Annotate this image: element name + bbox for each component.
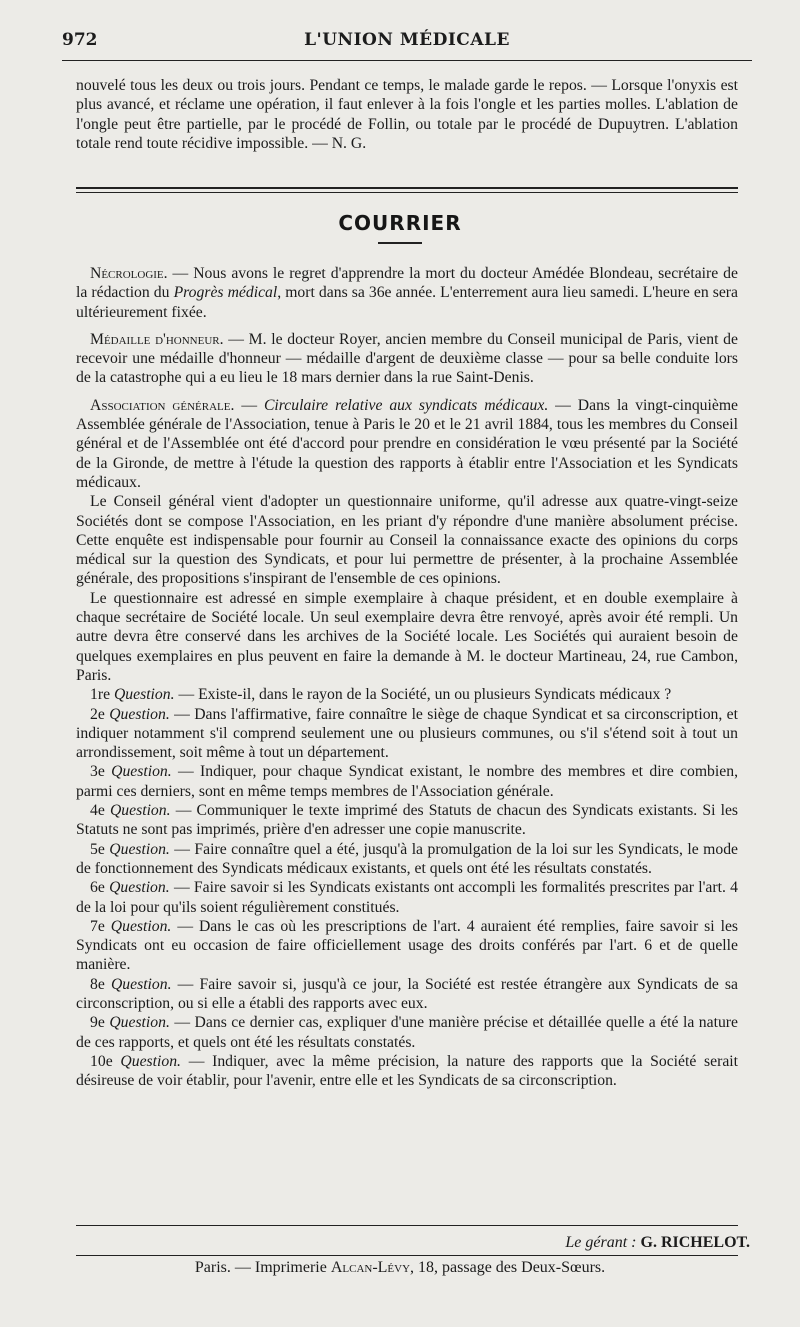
medaille-text: — M. le docteur Royer, ancien membre du Conseil municipal de Paris, vient de recevoir une médaille d'honneur — médaille d'argent de deuxième classe — pour sa belle conduite lors de la catastrophe qui a eu lieu le 18 mars dernier dans la rue Saint-Denis. [76,330,738,387]
intro-paragraph [76,76,738,153]
question-item [76,917,738,975]
question-number: 6e [90,879,105,897]
question-item [76,705,738,763]
question-text: — Dans l'affirmative, faire connaître le siège de chaque Syndicat et sa circonscription, et indiquer notamment s'il comprend seulement une ou plusieurs communes, ou s'il s'étend soit à tout un arrondissement, soit même à tout un département. [76,705,739,762]
question-number: 5e [90,840,105,858]
medaille-label: Médaille d'honneur. [90,330,224,348]
question-item [76,975,738,1014]
intro-text: nouvelé tous les deux ou trois jours. Pendant ce temps, le malade garde le repos. — Lorsque l'onyxis est plus avancé, et réclame une opération, il faut enlever à la fois l'ongle et les parties molles. L'ablation de l'ongle peut être partielle, par le procédé de Follin, ou totale par le procédé de Dupuytren. L'ablation totale rend toute récidive impossible. — N. G. [76,77,738,152]
association-paragraph-2: Le Conseil général vient d'adopter un questionnaire uniforme, qu'il adresse aux quatre-vingt-seize Sociétés dont se compose l'Association, en les priant d'y répondre d'une manière absolument précise. Cette enquête est indispensable pour fournir au Conseil la connaissance exacte des opinions du corps médical sur la question des Syndicats, et pour lui permettre de présenter, à la prochaine Assemblée générale, des propositions s'inspirant de l'ensemble de ces opinions. [76,493,738,588]
question-text: — Existe-il, dans le rayon de la Société, un ou plusieurs Syndicats médicaux ? [174,686,672,704]
association-paragraph-3: Le questionnaire est adressé en simple exemplaire à chaque président, et en double exemplaire à chaque secrétaire de Société locale. Un seul exemplaire devra être renvoyé, après avoir été rempli. Un autre devra être conservé dans les archives de la Société locale. Les Sociétés qui auraient besoin de quelques exemplaires en plus peuvent en faire la demande à M. le docteur Martineau, 24, rue Cambon, Paris. [76,589,738,684]
footer-rule [76,1225,738,1226]
question-item [76,1052,738,1091]
section-double-rule-bottom [76,192,738,193]
question-label: Question. [120,1052,181,1070]
question-label: Question. [113,686,175,704]
question-item [76,878,738,917]
section-title-underline [378,242,422,244]
association-label: Association générale. [90,396,235,414]
question-label: Question. [109,802,171,820]
imprint-text-1: Paris. — Imprimerie [194,1259,331,1276]
question-number: 9e [90,1014,105,1032]
question-number: 8e [90,975,105,993]
question-label: Question. [109,705,170,723]
question-text: — Faire savoir si, jusqu'à ce jour, la Société est restée étrangère aux Syndicats de sa circonscription, ou si elle a établi des rapports avec eux. [76,975,738,1012]
gerant-name: G. RICHELOT. [640,1234,750,1251]
necrologie-paragraph [76,264,738,322]
question-item [76,685,738,704]
gerant-label: Le gérant : [565,1234,637,1251]
imprint-rule [76,1255,738,1256]
question-text: — Dans le cas où les prescriptions de l'art. 4 auraient été remplies, faire savoir si les Syndicats ont eu occasion de faire officiellement usage des droits conférés par l'art. 6 et de quelle manière. [76,917,739,974]
question-label: Question. [111,763,172,781]
page-number: 972 [62,30,98,50]
association-dash: — [234,396,264,414]
question-item [76,762,738,801]
question-text: — Dans ce dernier cas, expliquer d'une manière précise et détaillée quelle a été la nature de ces rapports, et quels ont été les résultats constatés. [76,1014,738,1051]
question-number: 3e [90,763,105,781]
question-item [76,801,738,840]
courrier-content [76,264,738,1090]
question-label: Question. [109,879,170,897]
association-paragraph [76,396,738,492]
header-rule [62,60,752,61]
medaille-paragraph [76,330,738,388]
printer-imprint [0,1259,800,1277]
question-text: — Indiquer, avec la même précision, la nature des rapports que la Société serait désireuse de voir établir, pour l'avenir, entre elle et les Syndicats de sa circonscription. [76,1052,739,1090]
question-label: Question. [109,840,170,858]
question-number: 4e [90,802,105,820]
questionnaire-list [76,685,738,1090]
necrologie-text-2: , mort dans sa 36e année. L'enterrement aura lieu samedi. L'heure en sera ultérieurement fixée. [76,284,738,321]
question-label: Question. [110,975,172,993]
gerant-signature [565,1234,750,1252]
journal-title: Progrès médical [173,284,278,302]
question-text: — Indiquer, pour chaque Syndicat existant, le nombre des membres et dire combien, parmi ces derniers, sont en même temps membres de l'Association générale. [76,763,738,800]
question-label: Question. [109,1014,170,1032]
question-label: Question. [110,917,172,935]
necrologie-text-1: — Nous avons le regret d'apprendre la mort du docteur Amédée Blondeau, secrétaire de la rédaction du [76,265,738,302]
necrologie-label: Nécrologie. [90,265,168,282]
question-number: 2e [90,705,105,723]
printer-name: Alcan-Lévy [330,1259,411,1276]
question-text: — Faire connaître quel a été, jusqu'à la promulgation de la loi sur les Syndicats, le mode de fonctionnement des Syndicats médicaux existants, et quels ont été les résultats constatés. [76,840,738,877]
running-title: L'UNION MÉDICALE [304,30,510,50]
question-text: — Communiquer le texte imprimé des Statuts de chacun des Syndicats existants. Si les Statuts ne sont pas imprimés, prière d'en adresser une copie manuscrite. [76,802,739,839]
question-number: 10e [90,1052,113,1070]
association-text: — Dans la vingt-cinquième Assemblée générale de l'Association, tenue à Paris le 20 et le 21 avril 1884, tous les membres du Conseil général et de l'Assemblée ont été d'accord pour prendre en considération le vœu présenté par la Société de la Gironde, de mettre à l'étude la question des rapports à établir entre l'Association et les Syndicats médicaux. [76,396,739,491]
question-text: — Faire savoir si les Syndicats existants ont accompli les formalités prescrites par l'art. 4 de la loi pour qu'ils soient régulièrement constitués. [76,879,738,916]
circular-title: Circulaire relative aux syndicats médicaux. [263,396,549,414]
imprint-text-2: , 18, passage des Deux-Sœurs. [410,1259,606,1276]
section-title: COURRIER [338,211,462,235]
question-number: 7e [90,917,105,935]
question-item [76,1013,738,1052]
section-double-rule-top [76,187,738,189]
page-header [62,30,752,56]
question-number: 1re [90,686,111,704]
question-item [76,840,738,879]
